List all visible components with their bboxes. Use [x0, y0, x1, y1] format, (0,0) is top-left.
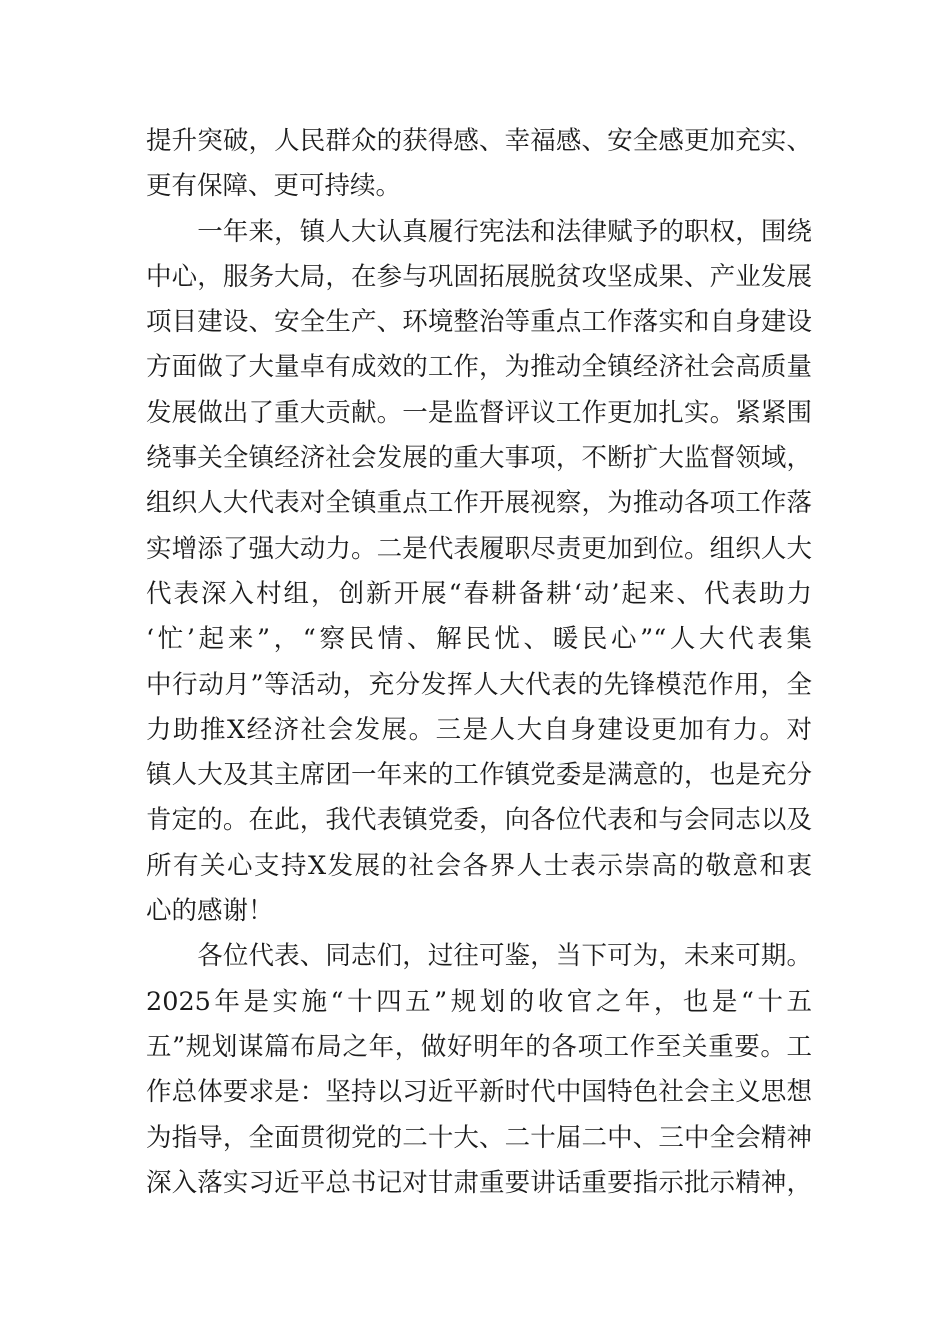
- text-line: 肯定的。在此，我代表镇党委，向各位代表和与会同志以及: [146, 805, 812, 836]
- text-line: 提升突破，人民群众的获得感、幸福感、安全感更加充实、: [146, 126, 812, 156]
- text-line: 各位代表、同志们，过往可鉴，当下可为，未来可期。: [146, 941, 812, 972]
- text-line: 镇人大及其主席团一年来的工作镇党委是满意的，也是充分: [146, 760, 812, 791]
- paragraph-3: [146, 934, 812, 1206]
- text-line: 力助推X经济社会发展。三是人大自身建设更加有力。对: [146, 714, 812, 745]
- paragraph-2: [146, 210, 812, 935]
- text-line: 更有保障、更可持续。: [146, 171, 402, 202]
- text-line: 绕事关全镇经济社会发展的重大事项，不断扩大监督领域，: [146, 443, 812, 474]
- text-line: 方面做了大量卓有成效的工作，为推动全镇经济社会高质量: [146, 352, 812, 383]
- text-line: 2025年是实施“十四五”规划的收官之年，也是“十五: [146, 986, 812, 1017]
- text-line: 实增添了强大动力。二是代表履职尽责更加到位。组织人大: [146, 533, 812, 564]
- text-line: 心的感谢！: [146, 896, 274, 927]
- text-line: 所有关心支持X发展的社会各界人士表示崇高的敬意和衷: [146, 850, 812, 881]
- paragraph-1: [146, 119, 812, 210]
- text-line: 发展做出了重大贡献。一是监督评议工作更加扎实。紧紧围: [146, 397, 812, 428]
- text-line: 中心，服务大局，在参与巩固拓展脱贫攻坚成果、产业发展: [146, 261, 812, 292]
- text-line: 为指导，全面贯彻党的二十大、二十届二中、三中全会精神: [146, 1122, 812, 1153]
- text-line: 中行动月”等活动，充分发挥人大代表的先锋模范作用，全: [146, 669, 812, 700]
- text-line: ‘忙’起来”，“察民情、解民忧、暖民心”“人大代表集: [146, 624, 812, 655]
- text-line: 组织人大代表对全镇重点工作开展视察，为推动各项工作落: [146, 488, 812, 519]
- text-line: 作总体要求是：坚持以习近平新时代中国特色社会主义思想: [146, 1077, 812, 1108]
- text-line: 一年来，镇人大认真履行宪法和法律赋予的职权，围绕: [146, 216, 812, 247]
- text-line: 深入落实习近平总书记对甘肃重要讲话重要指示批示精神，: [146, 1167, 812, 1198]
- document-body: [146, 119, 812, 1206]
- text-line: 代表深入村组，创新开展“春耕备耕‘动’起来、代表助力: [146, 578, 812, 609]
- text-line: 五”规划谋篇布局之年，做好明年的各项工作至关重要。工: [146, 1031, 812, 1062]
- text-line: 项目建设、安全生产、环境整治等重点工作落实和自身建设: [146, 307, 812, 338]
